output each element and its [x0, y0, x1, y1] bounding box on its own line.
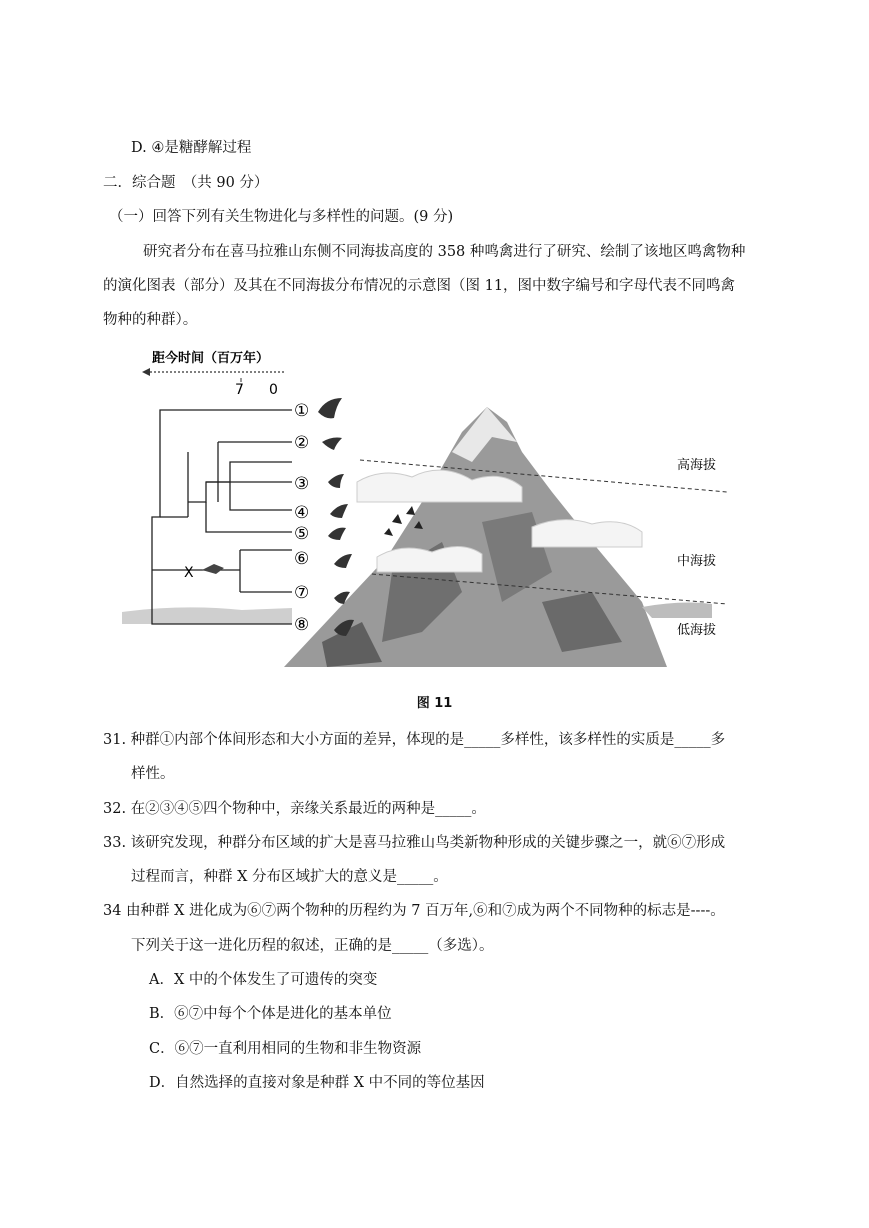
species-6: ⑥: [294, 549, 310, 569]
zone-low-label: 低海拔: [677, 623, 717, 638]
zone-mid-label: 中海拔: [677, 554, 717, 569]
section-heading: 二．综合题 （共 90 分）: [103, 175, 269, 191]
tick-7: 7: [235, 382, 244, 398]
zone-high-label: 高海拔: [677, 458, 717, 473]
species-2: ②: [294, 433, 310, 453]
question-31-line-2: 样性。: [131, 766, 175, 782]
intro-line-1: 研究者分布在喜马拉雅山东侧不同海拔高度的 358 种鸣禽进行了研究、绘制了该地区鸣禽物种: [143, 244, 746, 260]
mountain-illustration: [122, 407, 712, 667]
species-labels: [294, 401, 309, 635]
figure-11-diagram: [122, 342, 742, 667]
question-31-line-1: 31. 种群①内部个体间形态和大小方面的差异，体现的是_____多样性，该多样性的实质是_____多: [103, 732, 726, 748]
tick-0: 0: [269, 382, 278, 398]
bird-icon-1: [318, 398, 342, 418]
intro-line-2: 的演化图表（部分）及其在不同海拔分布情况的示意图（图 11，图中数字编号和字母代表不同鸣禽: [103, 278, 736, 294]
question-32: 32. 在②③④⑤四个物种中，亲缘关系最近的两种是_____。: [103, 801, 486, 817]
ancestor-x-label: X: [184, 565, 194, 581]
question-34-line-1: 34 由种群 X 进化成为⑥⑦两个物种的历程约为 7 百万年,⑥和⑦成为两个不同物种的标志是----。: [103, 903, 725, 919]
species-8: ⑧: [294, 615, 310, 635]
option-b: B．⑥⑦中每个个体是进化的基本单位: [149, 1006, 392, 1022]
bird-icon-5: [328, 528, 346, 540]
intro-line-3: 物种的种群）。: [103, 312, 198, 328]
ancestor-bird-icon: [202, 564, 224, 574]
option-d: D．自然选择的直接对象是种群 X 中不同的等位基因: [149, 1075, 485, 1091]
bird-icon-3: [328, 474, 344, 488]
species-1: ①: [294, 401, 310, 421]
prev-option-d: D. ④是糖酵解过程: [131, 140, 252, 156]
question-34-line-2: 下列关于这一进化历程的叙述，正确的是_____（多选）。: [131, 938, 494, 954]
option-a: A．X 中的个体发生了可遗传的突变: [149, 972, 378, 988]
time-axis-arrow: [142, 368, 150, 376]
bird-icon-4: [330, 504, 348, 518]
question-33-line-1: 33. 该研究发现，种群分布区域的扩大是喜马拉雅山鸟类新物种形成的关键步骤之一，就⑥⑦形成: [103, 835, 726, 851]
species-5: ⑤: [294, 524, 310, 544]
part-heading: （一）回答下列有关生物进化与多样性的问题。(9 分): [109, 209, 454, 225]
time-axis-label: 距今时间（百万年）: [152, 351, 270, 366]
species-4: ④: [294, 503, 310, 523]
option-c: C．⑥⑦一直利用相同的生物和非生物资源: [149, 1041, 422, 1057]
species-3: ③: [294, 474, 310, 494]
bird-icon-6: [334, 554, 352, 568]
species-7: ⑦: [294, 583, 310, 603]
figure-caption: 图 11: [416, 696, 453, 711]
question-33-line-2: 过程而言，种群 X 分布区域扩大的意义是_____。: [131, 869, 448, 885]
bird-icon-2: [322, 438, 342, 451]
phylogenetic-tree: [152, 410, 292, 624]
